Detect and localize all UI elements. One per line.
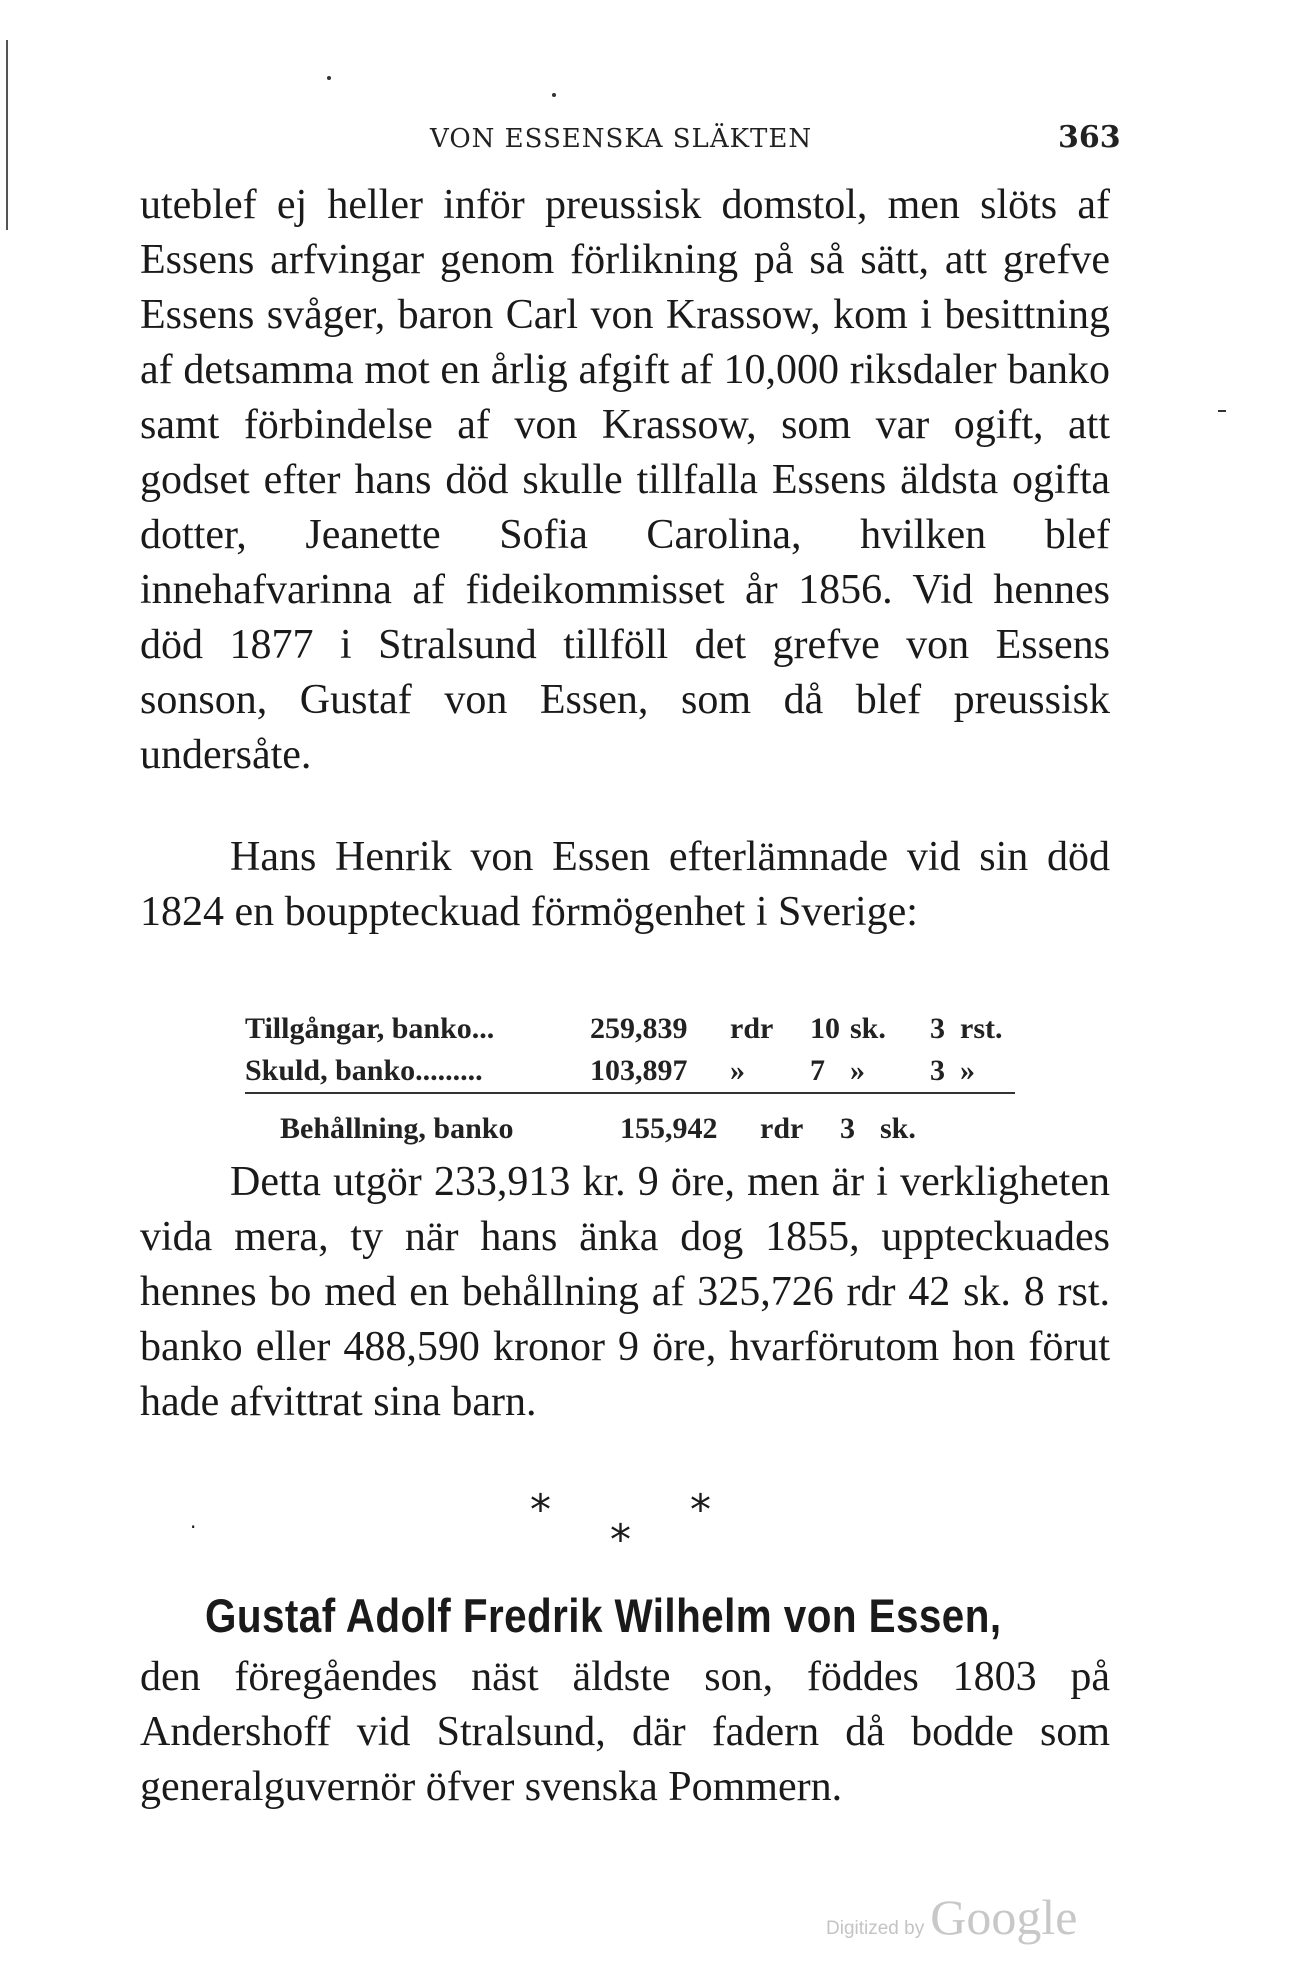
scan-edge-mark: [6, 40, 8, 230]
asterisk-icon: *: [530, 1485, 551, 1534]
ledger-amount: 259,839: [590, 1012, 688, 1045]
ledger-value: 10: [810, 1012, 840, 1045]
scan-speck: [1218, 410, 1226, 412]
ledger-label: Tillgångar, banko...: [245, 1012, 495, 1045]
ledger-label: Skuld, banko.........: [245, 1054, 483, 1087]
ledger-value: 7: [810, 1054, 825, 1087]
scan-speck: [552, 93, 556, 97]
ledger-unit: rdr: [760, 1112, 804, 1145]
paragraph-4: den föregåendes näst äldste son, föddes 1803 på Andershoff vid Stralsund, där fadern då bodde som generalguvernör öfver svenska Pommern.: [140, 1654, 1110, 1810]
separator-dot: ·: [190, 1515, 197, 1539]
section-heading: Gustaf Adolf Fredrik Wilhelm von Essen,: [205, 1589, 1002, 1642]
scan-speck: [327, 76, 331, 80]
digitized-watermark: [826, 1888, 1077, 1946]
asterism-separator: [180, 1485, 1080, 1565]
paragraph-2: Hans Henrik von Essen efterlämnade vid sin död 1824 en bouppteckuad förmögenhet i Sverige:: [140, 834, 1110, 935]
ledger-unit: sk.: [850, 1012, 886, 1045]
asterisk-icon: *: [690, 1485, 711, 1534]
paragraph-3: Detta utgör 233,913 kr. 9 öre, men är i verkligheten vida mera, ty när hans änka dog 1855, uppteckuades hennes bo med en behållning af 325,726 rdr 42 sk. 8 rst. banko eller 488,590 kronor 9 öre, hvarförutom hon förut hade afvittrat sina barn.: [140, 1159, 1110, 1425]
ledger-row-balance: [245, 1108, 1015, 1150]
watermark-prefix: Digitized by: [826, 1918, 925, 1939]
ledger-value: 3: [930, 1012, 945, 1045]
page-number: 363: [1058, 120, 1121, 155]
ledger-total-amount: 155,942: [620, 1112, 718, 1145]
asterisk-icon: *: [610, 1515, 631, 1564]
google-logo: Google: [930, 1889, 1078, 1945]
estate-ledger: [245, 1008, 1015, 1150]
ledger-value: 3: [930, 1054, 945, 1087]
ledger-total-label: Behållning, banko: [280, 1112, 514, 1145]
ledger-row-debt: [245, 1050, 1015, 1094]
ledger-amount: 103,897: [590, 1054, 688, 1087]
ledger-row-assets: [245, 1008, 1015, 1050]
ledger-unit: rst.: [960, 1012, 1003, 1045]
ledger-unit: rdr: [730, 1012, 774, 1045]
ledger-unit: »: [960, 1054, 975, 1087]
running-head: VON ESSENSKA SLÄKTEN: [430, 124, 813, 154]
ledger-unit: »: [850, 1054, 865, 1087]
ledger-value: 3: [840, 1112, 855, 1145]
paragraph-1: uteblef ej heller inför preussisk domstol, men slöts af Essens arfvingar genom förlikning på så sätt, att grefve Essens svåger, baron Carl von Krassow, kom i besittning af detsamma mot en årlig afgift af 10,000 riksdaler banko samt förbindelse af von Krassow, som var ogift, att godset efter hans död skulle tillfalla Essens äldsta ogifta dotter, Jeanette Sofia Carolina, hvilken blef innehafvarinna af fideikommisset år 1856. Vid hennes död 1877 i Stralsund tillföll det grefve von Essens sonson, Gustaf von Essen, som då blef preussisk undersåte.: [140, 182, 1110, 778]
ledger-unit: sk.: [880, 1112, 916, 1145]
ledger-unit: »: [730, 1054, 745, 1087]
